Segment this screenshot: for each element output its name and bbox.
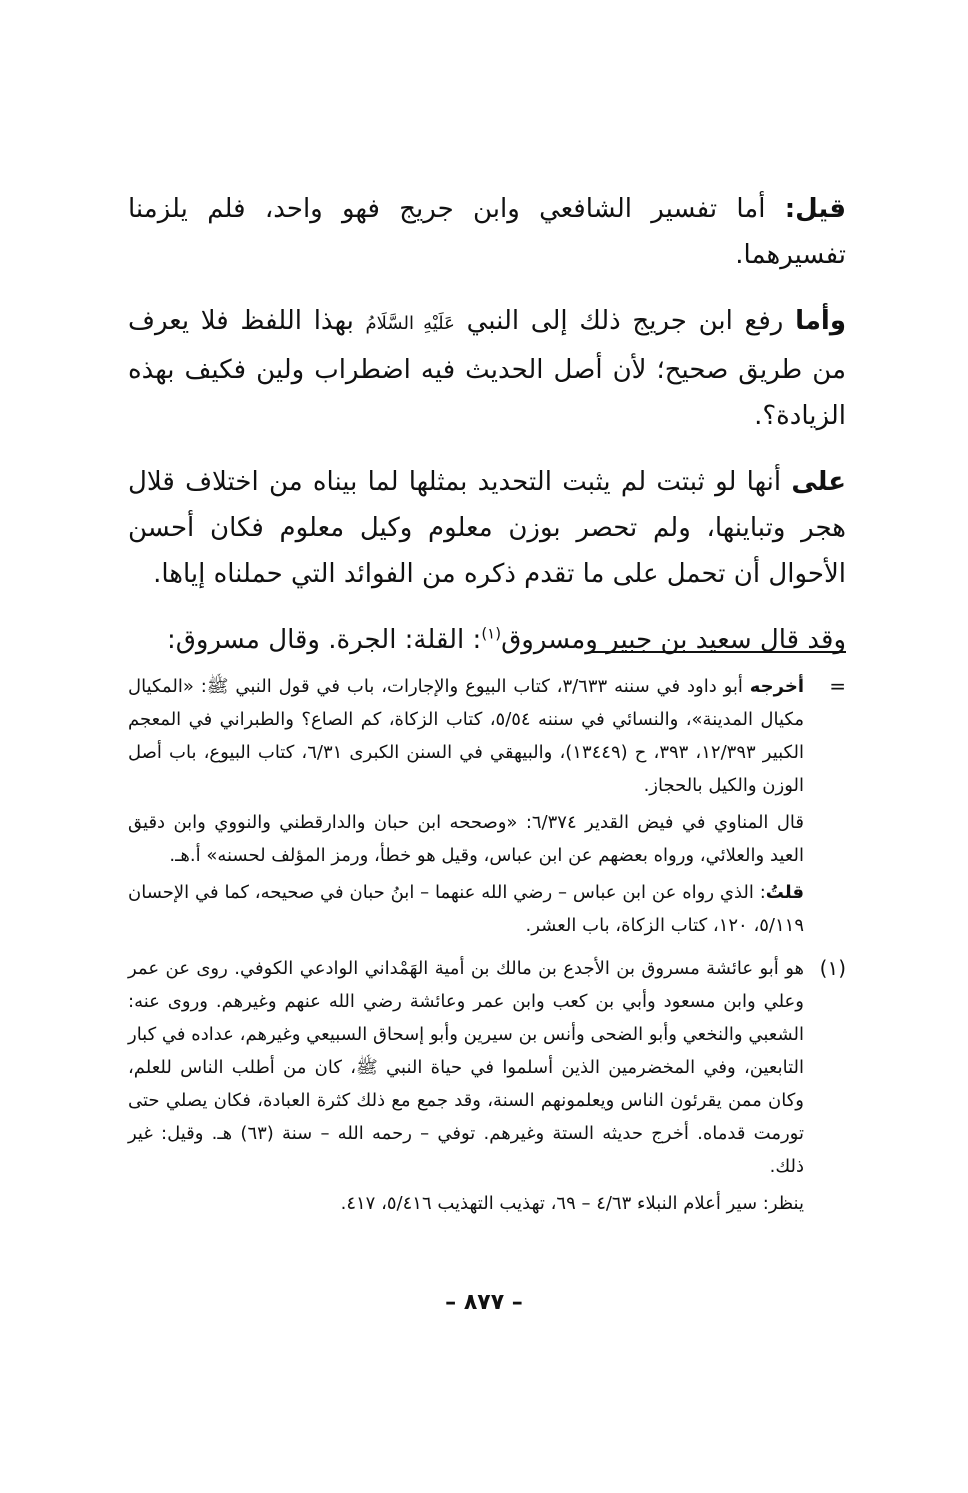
paragraph-2-lead: وأما: [795, 306, 846, 336]
footnote-separator: [590, 651, 846, 653]
salutation-glyph: عَلَيْهِ السَّلَامُ: [365, 313, 455, 334]
footnote-1: [128, 952, 846, 1220]
footnote-reference-1[interactable]: (١): [481, 624, 502, 643]
paragraph-2: [128, 298, 846, 439]
footnote-paragraph: [128, 876, 804, 942]
paragraph-2-text-after: بهذا اللفظ فلا يعرف من طريق صحيح؛ لأن أصل الحديث فيه اضطراب ولين فكيف بهذه الزيادة؟.: [128, 306, 846, 431]
paragraph-3-text: أنها لو ثبتت لم يثبت التحديد بمثلها لما بيناه من اختلاف قلال هجر وتباينها، ولم تحصر بوزن معلوم وكيل معلوم فكان أحسن الأحوال أن تحمل على ما تقدم ذكره من الفوائد التي حملناه إياها.: [128, 467, 846, 589]
page-number: – ٨٧٧ –: [445, 1290, 523, 1315]
footnote-paragraph: [128, 1187, 804, 1220]
paragraph-1: [128, 186, 846, 278]
footnote-paragraph-lead: قلتُ: [765, 882, 804, 903]
footnote-paragraph: [128, 670, 804, 802]
footnote-paragraph-text: قال المناوي في فيض القدير ٦/٣٧٤: «وصححه ابن حبان والدارقطني والنووي وابن دقيق العيد والعلائي، ورواه بعضهم عن ابن عباس، وقيل هو خطأ، ورمز المؤلف لحسنه» أ.هـ.: [128, 812, 804, 866]
footnote-continuation-marker: =: [829, 674, 846, 698]
footnotes: [128, 670, 846, 1220]
footnote-paragraph-text: أبو داود في سننه ٣/٦٣٣، كتاب البيوع والإجارات، باب في قول النبي ﷺ: «المكيال مكيال المدينة»، والنسائي في سننه ٥/٥٤، كتاب الزكاة، كم الصاع؟ والطبراني في المعجم الكبير ١٢/٣٩٣، ٣٩٣، ح (١٣٤٤٩)، والبيهقي في السنن الكبرى ٦/٣١، كتاب البيوع، باب أصل الوزن والكيل بالحجاز.: [128, 676, 804, 796]
footnote-paragraph: [128, 952, 804, 1183]
paragraph-1-lead: قيل:: [784, 194, 846, 224]
footnote-continuation: [128, 670, 846, 942]
footnote-paragraph-lead: أخرجه: [749, 676, 804, 697]
footnote-1-marker: (١): [819, 956, 846, 980]
footnote-paragraph-text: هو أبو عائشة مسروق بن الأجدع بن مالك بن أمية الهَمْداني الوادعي الكوفي. روى عن عمر وعلي وابن مسعود وأبي بن كعب وابن عمر وعائشة رضي الله عنهم وغيرهم. وروى عنه: الشعبي والنخعي وأبو الضحى وأنس بن سيرين وأبو إسحاق السبيعي وغيرهم، عداده في كبار التابعين، وفي المخضرمين الذين أسلموا في حياة النبي ﷺ، كان من أطلب الناس للعلم، وكان ممن يقرئون الناس ويعلمونهم السنة، وقد جمع مع ذلك كثرة العبادة، فكان يصلي حتى تورمت قدماه. أخرج حديثه الستة وغيرهم. توفي – رحمه الله – سنة (٦٣) هـ. وقيل: غير ذلك.: [128, 958, 804, 1177]
paragraph-1-text: أما تفسير الشافعي وابن جريج فهو واحد، فلم يلزمنا تفسيرهما.: [128, 194, 846, 270]
paragraph-4-text-before: وقد قال سعيد بن جبير ومسروق: [501, 625, 846, 655]
paragraph-2-text-before: رفع ابن جريج ذلك إلى النبي: [454, 306, 796, 336]
paragraph-4-text-after: : القلة: الجرة. وقال مسروق:: [166, 625, 482, 655]
main-text: [128, 186, 846, 683]
paragraph-3-lead: على: [791, 467, 846, 497]
paragraph-4: [128, 617, 846, 663]
paragraph-3: [128, 459, 846, 597]
footnote-paragraph: [128, 806, 804, 872]
footnote-paragraph-text: : الذي رواه عن ابن عباس – رضي الله عنهما – ابنُ حبان في صحيحه، كما في الإحسان ٥/١١٩، ١٢٠، كتاب الزكاة، باب العشر.: [128, 882, 804, 936]
footnote-paragraph-text: ينظر: سير أعلام النبلاء ٤/٦٣ – ٦٩، تهذيب التهذيب ٥/٤١٦، ٤١٧.: [340, 1193, 804, 1214]
